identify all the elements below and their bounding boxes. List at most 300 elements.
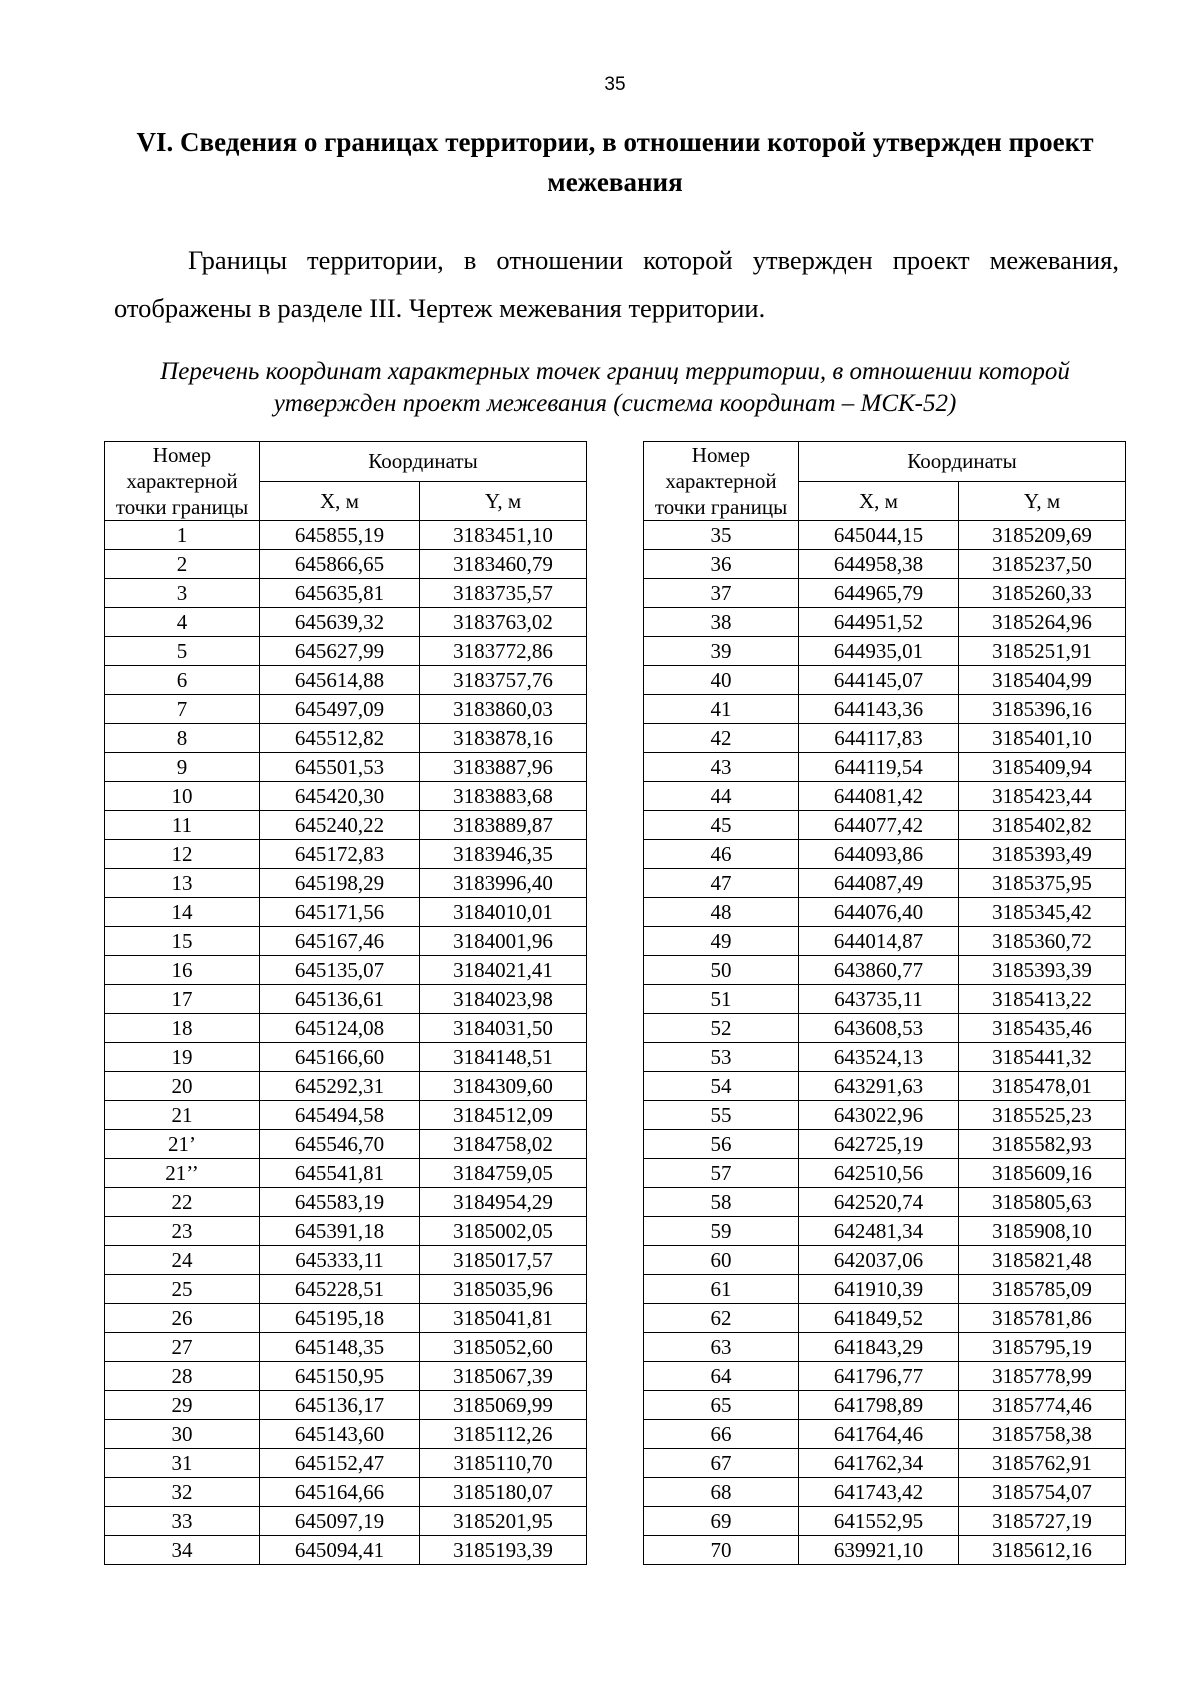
point-number-cell: 8 [105,724,260,753]
x-coordinate-cell: 642520,74 [799,1188,959,1217]
point-number-cell: 30 [105,1420,260,1449]
y-coordinate-cell: 3183763,02 [420,608,587,637]
y-coordinate-cell: 3183757,76 [420,666,587,695]
table-row [644,840,1126,869]
x-coordinate-cell: 641843,29 [799,1333,959,1362]
table-row [644,1014,1126,1043]
table-row [644,898,1126,927]
point-number-cell: 39 [644,637,799,666]
y-coordinate-cell: 3185821,48 [959,1246,1126,1275]
table-row [644,1333,1126,1362]
x-coordinate-cell: 645583,19 [260,1188,420,1217]
x-coordinate-cell: 644951,52 [799,608,959,637]
point-number-cell: 40 [644,666,799,695]
y-coordinate-cell: 3185805,63 [959,1188,1126,1217]
table-row [105,1275,587,1304]
y-coordinate-cell: 3184010,01 [420,898,587,927]
point-number-cell: 57 [644,1159,799,1188]
y-coordinate-cell: 3185413,22 [959,985,1126,1014]
right-table-body [644,521,1126,1565]
y-coordinate-cell: 3185785,09 [959,1275,1126,1304]
x-coordinate-cell: 643608,53 [799,1014,959,1043]
point-number-cell: 51 [644,985,799,1014]
y-coordinate-cell: 3185041,81 [420,1304,587,1333]
point-number-cell: 64 [644,1362,799,1391]
x-coordinate-cell: 645150,95 [260,1362,420,1391]
point-number-cell: 31 [105,1449,260,1478]
x-coordinate-cell: 645198,29 [260,869,420,898]
table-row [105,1072,587,1101]
y-coordinate-cell: 3183460,79 [420,550,587,579]
x-coordinate-cell: 645541,81 [260,1159,420,1188]
table-row [644,1304,1126,1333]
table-row [105,1043,587,1072]
y-coordinate-cell: 3183772,86 [420,637,587,666]
point-number-cell: 14 [105,898,260,927]
x-coordinate-cell: 644935,01 [799,637,959,666]
y-coordinate-cell: 3185435,46 [959,1014,1126,1043]
point-number-cell: 38 [644,608,799,637]
x-coordinate-cell: 644014,87 [799,927,959,956]
y-coordinate-cell: 3185758,38 [959,1420,1126,1449]
y-coordinate-cell: 3185778,99 [959,1362,1126,1391]
table-row [105,1507,587,1536]
y-coordinate-cell: 3183878,16 [420,724,587,753]
x-coordinate-cell: 645240,22 [260,811,420,840]
point-number-header: Номер характерной точки границы [105,442,260,521]
x-header: X, м [260,481,420,521]
point-number-cell: 59 [644,1217,799,1246]
x-coordinate-cell: 641798,89 [799,1391,959,1420]
x-coordinate-cell: 645135,07 [260,956,420,985]
x-coordinate-cell: 645228,51 [260,1275,420,1304]
x-coordinate-cell: 645044,15 [799,521,959,550]
table-row [644,927,1126,956]
y-coordinate-cell: 3185375,95 [959,869,1126,898]
x-coordinate-cell: 641796,77 [799,1362,959,1391]
y-coordinate-cell: 3185251,91 [959,637,1126,666]
x-coordinate-cell: 644081,42 [799,782,959,811]
y-coordinate-cell: 3184309,60 [420,1072,587,1101]
x-coordinate-cell: 641849,52 [799,1304,959,1333]
table-row [105,1478,587,1507]
y-coordinate-cell: 3185067,39 [420,1362,587,1391]
table-row [105,637,587,666]
table-row [105,956,587,985]
y-coordinate-cell: 3185582,93 [959,1130,1126,1159]
point-number-cell: 44 [644,782,799,811]
x-coordinate-cell: 645855,19 [260,521,420,550]
table-row [644,1478,1126,1507]
point-number-cell: 62 [644,1304,799,1333]
y-coordinate-cell: 3185360,72 [959,927,1126,956]
point-number-cell: 50 [644,956,799,985]
x-coordinate-cell: 642725,19 [799,1130,959,1159]
table-row [105,1449,587,1478]
x-coordinate-cell: 641743,42 [799,1478,959,1507]
table-row [644,782,1126,811]
x-coordinate-cell: 645136,17 [260,1391,420,1420]
y-coordinate-cell: 3184001,96 [420,927,587,956]
point-number-cell: 43 [644,753,799,782]
y-header: Y, м [959,481,1126,521]
table-row [105,666,587,695]
table-row [644,956,1126,985]
x-coordinate-cell: 645195,18 [260,1304,420,1333]
point-number-cell: 53 [644,1043,799,1072]
point-number-cell: 1 [105,521,260,550]
table-row [644,666,1126,695]
table-row [105,724,587,753]
y-coordinate-cell: 3184759,05 [420,1159,587,1188]
point-number-cell: 29 [105,1391,260,1420]
x-coordinate-cell: 644145,07 [799,666,959,695]
point-number-cell: 70 [644,1536,799,1565]
point-number-cell: 32 [105,1478,260,1507]
table-row [644,1072,1126,1101]
x-coordinate-cell: 644965,79 [799,579,959,608]
y-coordinate-cell: 3185110,70 [420,1449,587,1478]
y-coordinate-cell: 3185345,42 [959,898,1126,927]
y-coordinate-cell: 3185264,96 [959,608,1126,637]
point-number-cell: 34 [105,1536,260,1565]
point-number-cell: 60 [644,1246,799,1275]
table-row [105,1420,587,1449]
point-number-cell: 36 [644,550,799,579]
table-row [105,1188,587,1217]
x-coordinate-cell: 645333,11 [260,1246,420,1275]
point-number-cell: 5 [105,637,260,666]
y-coordinate-cell: 3185193,39 [420,1536,587,1565]
table-row [105,811,587,840]
x-coordinate-cell: 645546,70 [260,1130,420,1159]
point-number-cell: 24 [105,1246,260,1275]
table-row [105,1391,587,1420]
x-coordinate-cell: 645171,56 [260,898,420,927]
point-number-cell: 21’’ [105,1159,260,1188]
y-coordinate-cell: 3185393,39 [959,956,1126,985]
point-number-cell: 3 [105,579,260,608]
x-coordinate-cell: 642481,34 [799,1217,959,1246]
y-coordinate-cell: 3185201,95 [420,1507,587,1536]
x-coordinate-cell: 645292,31 [260,1072,420,1101]
x-coordinate-cell: 645094,41 [260,1536,420,1565]
y-coordinate-cell: 3184148,51 [420,1043,587,1072]
coordinates-table-left [104,441,587,1565]
x-coordinate-cell: 641764,46 [799,1420,959,1449]
point-number-cell: 22 [105,1188,260,1217]
x-coordinate-cell: 645501,53 [260,753,420,782]
y-coordinate-cell: 3185404,99 [959,666,1126,695]
table-row [644,637,1126,666]
x-coordinate-cell: 645635,81 [260,579,420,608]
y-coordinate-cell: 3185237,50 [959,550,1126,579]
x-coordinate-cell: 643291,63 [799,1072,959,1101]
table-row [105,1246,587,1275]
point-number-cell: 66 [644,1420,799,1449]
x-coordinate-cell: 639921,10 [799,1536,959,1565]
point-number-cell: 23 [105,1217,260,1246]
y-coordinate-cell: 3185209,69 [959,521,1126,550]
x-coordinate-cell: 644119,54 [799,753,959,782]
y-coordinate-cell: 3185727,19 [959,1507,1126,1536]
table-row [644,695,1126,724]
table-row [644,1217,1126,1246]
table-row [644,1362,1126,1391]
x-coordinate-cell: 645391,18 [260,1217,420,1246]
point-number-cell: 48 [644,898,799,927]
table-row [644,1275,1126,1304]
table-row [105,550,587,579]
table-row [105,753,587,782]
y-coordinate-cell: 3185002,05 [420,1217,587,1246]
y-coordinate-cell: 3185401,10 [959,724,1126,753]
y-coordinate-cell: 3183946,35 [420,840,587,869]
table-row [644,1449,1126,1478]
x-coordinate-cell: 644087,49 [799,869,959,898]
y-coordinate-cell: 3183860,03 [420,695,587,724]
table-row [644,1130,1126,1159]
y-coordinate-cell: 3184954,29 [420,1188,587,1217]
table-row [644,985,1126,1014]
x-coordinate-cell: 641552,95 [799,1507,959,1536]
point-number-cell: 65 [644,1391,799,1420]
table-row [105,521,587,550]
table-row [644,1101,1126,1130]
table-row [644,869,1126,898]
point-number-cell: 54 [644,1072,799,1101]
point-number-cell: 49 [644,927,799,956]
y-coordinate-cell: 3185052,60 [420,1333,587,1362]
table-row [644,1420,1126,1449]
x-coordinate-cell: 642510,56 [799,1159,959,1188]
table-row [644,1391,1126,1420]
y-coordinate-cell: 3185180,07 [420,1478,587,1507]
point-number-cell: 28 [105,1362,260,1391]
table-row [105,608,587,637]
x-coordinate-cell: 642037,06 [799,1246,959,1275]
point-number-cell: 18 [105,1014,260,1043]
point-number-cell: 33 [105,1507,260,1536]
x-coordinate-cell: 645152,47 [260,1449,420,1478]
y-coordinate-cell: 3183451,10 [420,521,587,550]
y-header: Y, м [420,481,587,521]
x-coordinate-cell: 645614,88 [260,666,420,695]
x-coordinate-cell: 645420,30 [260,782,420,811]
y-coordinate-cell: 3185754,07 [959,1478,1126,1507]
y-coordinate-cell: 3183889,87 [420,811,587,840]
point-number-cell: 55 [644,1101,799,1130]
y-coordinate-cell: 3185402,82 [959,811,1126,840]
x-coordinate-cell: 644117,83 [799,724,959,753]
table-row [644,1536,1126,1565]
table-row [105,1536,587,1565]
point-number-cell: 7 [105,695,260,724]
point-number-cell: 47 [644,869,799,898]
x-coordinate-cell: 645497,09 [260,695,420,724]
x-coordinate-cell: 645512,82 [260,724,420,753]
point-number-cell: 42 [644,724,799,753]
x-coordinate-cell: 645164,66 [260,1478,420,1507]
point-number-cell: 26 [105,1304,260,1333]
x-coordinate-cell: 644143,36 [799,695,959,724]
table-row [644,608,1126,637]
x-coordinate-cell: 641762,34 [799,1449,959,1478]
table-row [105,1362,587,1391]
x-coordinate-cell: 643860,77 [799,956,959,985]
x-coordinate-cell: 645136,61 [260,985,420,1014]
x-coordinate-cell: 645166,60 [260,1043,420,1072]
point-number-cell: 9 [105,753,260,782]
point-number-cell: 67 [644,1449,799,1478]
intro-paragraph: Границы территории, в отношении которой утвержден проект межевания, отображены в разделе III. Чертеж межевания территории. [114,245,1119,323]
y-coordinate-cell: 3185112,26 [420,1420,587,1449]
table-row [105,1304,587,1333]
point-number-cell: 17 [105,985,260,1014]
y-coordinate-cell: 3185795,19 [959,1333,1126,1362]
point-number-cell: 21’ [105,1130,260,1159]
y-coordinate-cell: 3185441,32 [959,1043,1126,1072]
table-row [105,1014,587,1043]
y-coordinate-cell: 3185035,96 [420,1275,587,1304]
table-row [105,782,587,811]
point-number-cell: 37 [644,579,799,608]
point-number-cell: 11 [105,811,260,840]
table-row [644,550,1126,579]
y-coordinate-cell: 3185762,91 [959,1449,1126,1478]
y-coordinate-cell: 3185525,23 [959,1101,1126,1130]
x-coordinate-cell: 644077,42 [799,811,959,840]
x-header: X, м [799,481,959,521]
x-coordinate-cell: 643735,11 [799,985,959,1014]
y-coordinate-cell: 3184758,02 [420,1130,587,1159]
point-number-cell: 21 [105,1101,260,1130]
table-row [105,898,587,927]
x-coordinate-cell: 645124,08 [260,1014,420,1043]
y-coordinate-cell: 3185423,44 [959,782,1126,811]
table-row [644,521,1126,550]
table-row [105,927,587,956]
coordinates-header: Координаты [799,442,1126,482]
table-row [105,1159,587,1188]
x-coordinate-cell: 645167,46 [260,927,420,956]
table-row [105,1130,587,1159]
y-coordinate-cell: 3185017,57 [420,1246,587,1275]
table-row [644,1507,1126,1536]
point-number-header: Номер характерной точки границы [644,442,799,521]
point-number-cell: 35 [644,521,799,550]
table-row [105,1217,587,1246]
y-coordinate-cell: 3183996,40 [420,869,587,898]
x-coordinate-cell: 645494,58 [260,1101,420,1130]
x-coordinate-cell: 644093,86 [799,840,959,869]
point-number-cell: 61 [644,1275,799,1304]
x-coordinate-cell: 645143,60 [260,1420,420,1449]
x-coordinate-cell: 645639,32 [260,608,420,637]
point-number-cell: 56 [644,1130,799,1159]
point-number-cell: 16 [105,956,260,985]
point-number-cell: 20 [105,1072,260,1101]
y-coordinate-cell: 3185393,49 [959,840,1126,869]
y-coordinate-cell: 3183883,68 [420,782,587,811]
x-coordinate-cell: 643524,13 [799,1043,959,1072]
point-number-cell: 4 [105,608,260,637]
x-coordinate-cell: 643022,96 [799,1101,959,1130]
y-coordinate-cell: 3183735,57 [420,579,587,608]
table-row [105,695,587,724]
table-row [644,811,1126,840]
y-coordinate-cell: 3185781,86 [959,1304,1126,1333]
point-number-cell: 69 [644,1507,799,1536]
point-number-cell: 6 [105,666,260,695]
y-coordinate-cell: 3184031,50 [420,1014,587,1043]
x-coordinate-cell: 645172,83 [260,840,420,869]
x-coordinate-cell: 641910,39 [799,1275,959,1304]
y-coordinate-cell: 3185409,94 [959,753,1126,782]
y-coordinate-cell: 3185774,46 [959,1391,1126,1420]
left-table-body [105,521,587,1565]
y-coordinate-cell: 3185908,10 [959,1217,1126,1246]
point-number-cell: 15 [105,927,260,956]
y-coordinate-cell: 3185612,16 [959,1536,1126,1565]
x-coordinate-cell: 644076,40 [799,898,959,927]
point-number-cell: 19 [105,1043,260,1072]
point-number-cell: 63 [644,1333,799,1362]
section-title: VI. Сведения о границах территории, в отношении которой утвержден проект межевания [136,127,1094,197]
table-row [644,1159,1126,1188]
point-number-cell: 52 [644,1014,799,1043]
table-row [105,579,587,608]
y-coordinate-cell: 3184512,09 [420,1101,587,1130]
x-coordinate-cell: 645097,19 [260,1507,420,1536]
point-number-cell: 10 [105,782,260,811]
table-row [644,724,1126,753]
table-row [105,1101,587,1130]
y-coordinate-cell: 3184021,41 [420,956,587,985]
coordinates-header: Координаты [260,442,587,482]
coordinates-table-right [643,441,1126,1565]
x-coordinate-cell: 644958,38 [799,550,959,579]
y-coordinate-cell: 3185396,16 [959,695,1126,724]
x-coordinate-cell: 645627,99 [260,637,420,666]
point-number-cell: 45 [644,811,799,840]
x-coordinate-cell: 645148,35 [260,1333,420,1362]
y-coordinate-cell: 3185609,16 [959,1159,1126,1188]
point-number-cell: 68 [644,1478,799,1507]
y-coordinate-cell: 3185478,01 [959,1072,1126,1101]
y-coordinate-cell: 3185069,99 [420,1391,587,1420]
point-number-cell: 13 [105,869,260,898]
table-row [644,1246,1126,1275]
point-number-cell: 58 [644,1188,799,1217]
point-number-cell: 46 [644,840,799,869]
point-number-cell: 2 [105,550,260,579]
table-row [105,1333,587,1362]
table-row [105,869,587,898]
table-row [644,1043,1126,1072]
table-caption: Перечень координат характерных точек границ территории, в отношении которой утвержден проект межевания (система координат – МСК-52) [160,358,1070,417]
point-number-cell: 12 [105,840,260,869]
y-coordinate-cell: 3184023,98 [420,985,587,1014]
page-number: 35 [604,74,626,95]
x-coordinate-cell: 645866,65 [260,550,420,579]
y-coordinate-cell: 3183887,96 [420,753,587,782]
table-row [105,985,587,1014]
table-row [644,1188,1126,1217]
table-row [105,840,587,869]
point-number-cell: 41 [644,695,799,724]
point-number-cell: 25 [105,1275,260,1304]
